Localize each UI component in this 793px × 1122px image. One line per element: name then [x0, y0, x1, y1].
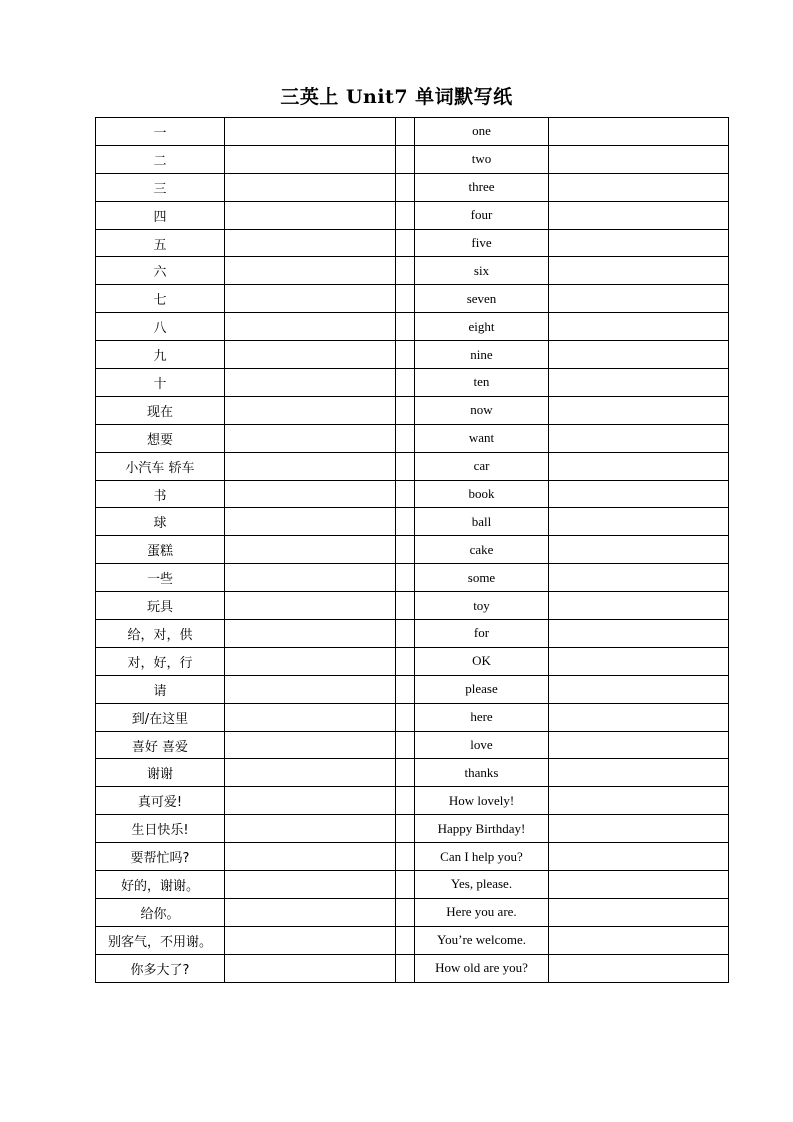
english-word-cell: one — [415, 118, 549, 146]
spacer-cell — [396, 759, 415, 787]
chinese-word-cell: 请 — [96, 675, 225, 703]
spacer-cell — [396, 118, 415, 146]
chinese-word-cell: 真可爱! — [96, 787, 225, 815]
chinese-word-cell: 一些 — [96, 564, 225, 592]
english-word-cell: eight — [415, 313, 549, 341]
english-answer-blank[interactable] — [225, 118, 396, 146]
chinese-word-cell: 你多大了? — [96, 954, 225, 982]
english-word-cell: now — [415, 396, 549, 424]
spacer-cell — [396, 313, 415, 341]
chinese-answer-blank[interactable] — [549, 898, 729, 926]
spacer-cell — [396, 871, 415, 899]
chinese-answer-blank[interactable] — [549, 536, 729, 564]
table-row — [96, 787, 729, 815]
english-answer-blank[interactable] — [225, 592, 396, 620]
chinese-answer-blank[interactable] — [549, 313, 729, 341]
chinese-answer-blank[interactable] — [549, 759, 729, 787]
table-row — [96, 647, 729, 675]
chinese-answer-blank[interactable] — [549, 173, 729, 201]
chinese-word-cell: 给你。 — [96, 898, 225, 926]
spacer-cell — [396, 620, 415, 648]
spacer-cell — [396, 731, 415, 759]
table-row — [96, 954, 729, 982]
spacer-cell — [396, 564, 415, 592]
english-word-cell: five — [415, 229, 549, 257]
english-answer-blank[interactable] — [225, 257, 396, 285]
english-answer-blank[interactable] — [225, 452, 396, 480]
english-word-cell: nine — [415, 341, 549, 369]
chinese-answer-blank[interactable] — [549, 787, 729, 815]
spacer-cell — [396, 787, 415, 815]
chinese-word-cell: 九 — [96, 341, 225, 369]
english-word-cell: love — [415, 731, 549, 759]
table-row — [96, 675, 729, 703]
chinese-word-cell: 十 — [96, 369, 225, 397]
chinese-word-cell: 小汽车 轿车 — [96, 452, 225, 480]
chinese-answer-blank[interactable] — [549, 954, 729, 982]
english-word-cell: here — [415, 703, 549, 731]
english-answer-blank[interactable] — [225, 815, 396, 843]
table-row — [96, 480, 729, 508]
spacer-cell — [396, 424, 415, 452]
table-row — [96, 229, 729, 257]
chinese-word-cell: 二 — [96, 145, 225, 173]
table-row — [96, 508, 729, 536]
english-word-cell: for — [415, 620, 549, 648]
table-row — [96, 201, 729, 229]
chinese-answer-blank[interactable] — [549, 257, 729, 285]
chinese-answer-blank[interactable] — [549, 731, 729, 759]
spacer-cell — [396, 647, 415, 675]
spacer-cell — [396, 926, 415, 954]
english-answer-blank[interactable] — [225, 145, 396, 173]
spacer-cell — [396, 285, 415, 313]
spacer-cell — [396, 536, 415, 564]
english-answer-blank[interactable] — [225, 926, 396, 954]
english-word-cell: please — [415, 675, 549, 703]
english-answer-blank[interactable] — [225, 424, 396, 452]
chinese-answer-blank[interactable] — [549, 341, 729, 369]
spacer-cell — [396, 843, 415, 871]
table-row — [96, 759, 729, 787]
english-answer-blank[interactable] — [225, 508, 396, 536]
chinese-word-cell: 三 — [96, 173, 225, 201]
chinese-answer-blank[interactable] — [549, 396, 729, 424]
english-answer-blank[interactable] — [225, 201, 396, 229]
english-answer-blank[interactable] — [225, 843, 396, 871]
english-answer-blank[interactable] — [225, 173, 396, 201]
chinese-word-cell: 好的，谢谢。 — [96, 871, 225, 899]
table-row — [96, 341, 729, 369]
table-row — [96, 815, 729, 843]
chinese-word-cell: 别客气，不用谢。 — [96, 926, 225, 954]
table-row — [96, 369, 729, 397]
english-word-cell: How lovely! — [415, 787, 549, 815]
table-row — [96, 118, 729, 146]
table-row — [96, 536, 729, 564]
spacer-cell — [396, 369, 415, 397]
english-word-cell: Happy Birthday! — [415, 815, 549, 843]
chinese-word-cell: 球 — [96, 508, 225, 536]
chinese-answer-blank[interactable] — [549, 369, 729, 397]
spacer-cell — [396, 396, 415, 424]
table-row — [96, 843, 729, 871]
english-answer-blank[interactable] — [225, 480, 396, 508]
spacer-cell — [396, 703, 415, 731]
chinese-answer-blank[interactable] — [549, 926, 729, 954]
english-word-cell: four — [415, 201, 549, 229]
chinese-answer-blank[interactable] — [549, 145, 729, 173]
english-answer-blank[interactable] — [225, 871, 396, 899]
chinese-answer-blank[interactable] — [549, 703, 729, 731]
chinese-word-cell: 到/在这里 — [96, 703, 225, 731]
english-word-cell: thanks — [415, 759, 549, 787]
chinese-word-cell: 现在 — [96, 396, 225, 424]
chinese-word-cell: 给，对，供 — [96, 620, 225, 648]
english-answer-blank[interactable] — [225, 703, 396, 731]
english-answer-blank[interactable] — [225, 954, 396, 982]
table-row — [96, 396, 729, 424]
chinese-word-cell: 四 — [96, 201, 225, 229]
chinese-word-cell: 想要 — [96, 424, 225, 452]
chinese-answer-blank[interactable] — [549, 592, 729, 620]
spacer-cell — [396, 145, 415, 173]
table-row — [96, 424, 729, 452]
chinese-word-cell: 六 — [96, 257, 225, 285]
spacer-cell — [396, 954, 415, 982]
chinese-answer-blank[interactable] — [549, 201, 729, 229]
table-row — [96, 898, 729, 926]
english-word-cell: OK — [415, 647, 549, 675]
english-answer-blank[interactable] — [225, 396, 396, 424]
english-word-cell: car — [415, 452, 549, 480]
english-word-cell: ball — [415, 508, 549, 536]
english-answer-blank[interactable] — [225, 285, 396, 313]
chinese-answer-blank[interactable] — [549, 480, 729, 508]
chinese-word-cell: 对，好，行 — [96, 647, 225, 675]
dictation-rows — [96, 118, 729, 983]
spacer-cell — [396, 480, 415, 508]
chinese-word-cell: 喜好 喜爱 — [96, 731, 225, 759]
page-title: 三英上 Unit7 单词默写纸 — [280, 86, 513, 108]
english-answer-blank[interactable] — [225, 369, 396, 397]
chinese-word-cell: 蛋糕 — [96, 536, 225, 564]
chinese-answer-blank[interactable] — [549, 871, 729, 899]
table-row — [96, 926, 729, 954]
table-row — [96, 620, 729, 648]
chinese-answer-blank[interactable] — [549, 452, 729, 480]
chinese-word-cell: 要帮忙吗? — [96, 843, 225, 871]
english-word-cell: ten — [415, 369, 549, 397]
chinese-word-cell: 谢谢 — [96, 759, 225, 787]
chinese-answer-blank[interactable] — [549, 815, 729, 843]
chinese-answer-blank[interactable] — [549, 675, 729, 703]
spacer-cell — [396, 675, 415, 703]
spacer-cell — [396, 229, 415, 257]
english-answer-blank[interactable] — [225, 787, 396, 815]
english-answer-blank[interactable] — [225, 759, 396, 787]
english-answer-blank[interactable] — [225, 731, 396, 759]
english-word-cell: some — [415, 564, 549, 592]
chinese-answer-blank[interactable] — [549, 620, 729, 648]
chinese-answer-blank[interactable] — [549, 508, 729, 536]
english-word-cell: want — [415, 424, 549, 452]
english-answer-blank[interactable] — [225, 229, 396, 257]
english-answer-blank[interactable] — [225, 620, 396, 648]
table-row — [96, 452, 729, 480]
spacer-cell — [396, 898, 415, 926]
table-row — [96, 257, 729, 285]
chinese-word-cell: 书 — [96, 480, 225, 508]
table-row — [96, 173, 729, 201]
english-word-cell: three — [415, 173, 549, 201]
english-word-cell: How old are you? — [415, 954, 549, 982]
chinese-word-cell: 生日快乐! — [96, 815, 225, 843]
spacer-cell — [396, 201, 415, 229]
table-row — [96, 564, 729, 592]
english-word-cell: seven — [415, 285, 549, 313]
english-word-cell: cake — [415, 536, 549, 564]
table-row — [96, 592, 729, 620]
chinese-answer-blank[interactable] — [549, 843, 729, 871]
english-answer-blank[interactable] — [225, 564, 396, 592]
english-word-cell: six — [415, 257, 549, 285]
english-word-cell: book — [415, 480, 549, 508]
spacer-cell — [396, 257, 415, 285]
english-answer-blank[interactable] — [225, 313, 396, 341]
english-answer-blank[interactable] — [225, 341, 396, 369]
chinese-word-cell: 八 — [96, 313, 225, 341]
spacer-cell — [396, 508, 415, 536]
english-word-cell: two — [415, 145, 549, 173]
english-word-cell: You’re welcome. — [415, 926, 549, 954]
table-row — [96, 285, 729, 313]
english-word-cell: toy — [415, 592, 549, 620]
chinese-answer-blank[interactable] — [549, 647, 729, 675]
spacer-cell — [396, 815, 415, 843]
table-row — [96, 703, 729, 731]
spacer-cell — [396, 341, 415, 369]
table-row — [96, 731, 729, 759]
dictation-table — [95, 117, 729, 983]
english-word-cell: Can I help you? — [415, 843, 549, 871]
english-answer-blank[interactable] — [225, 675, 396, 703]
english-word-cell: Yes, please. — [415, 871, 549, 899]
english-answer-blank[interactable] — [225, 898, 396, 926]
spacer-cell — [396, 173, 415, 201]
english-answer-blank[interactable] — [225, 536, 396, 564]
chinese-word-cell: 五 — [96, 229, 225, 257]
english-answer-blank[interactable] — [225, 647, 396, 675]
english-word-cell: Here you are. — [415, 898, 549, 926]
chinese-answer-blank[interactable] — [549, 285, 729, 313]
spacer-cell — [396, 592, 415, 620]
table-row — [96, 871, 729, 899]
chinese-word-cell: 玩具 — [96, 592, 225, 620]
table-row — [96, 313, 729, 341]
spacer-cell — [396, 452, 415, 480]
chinese-word-cell: 一 — [96, 118, 225, 146]
chinese-answer-blank[interactable] — [549, 229, 729, 257]
chinese-word-cell: 七 — [96, 285, 225, 313]
table-row — [96, 145, 729, 173]
chinese-answer-blank[interactable] — [549, 564, 729, 592]
chinese-answer-blank[interactable] — [549, 424, 729, 452]
chinese-answer-blank[interactable] — [549, 118, 729, 146]
